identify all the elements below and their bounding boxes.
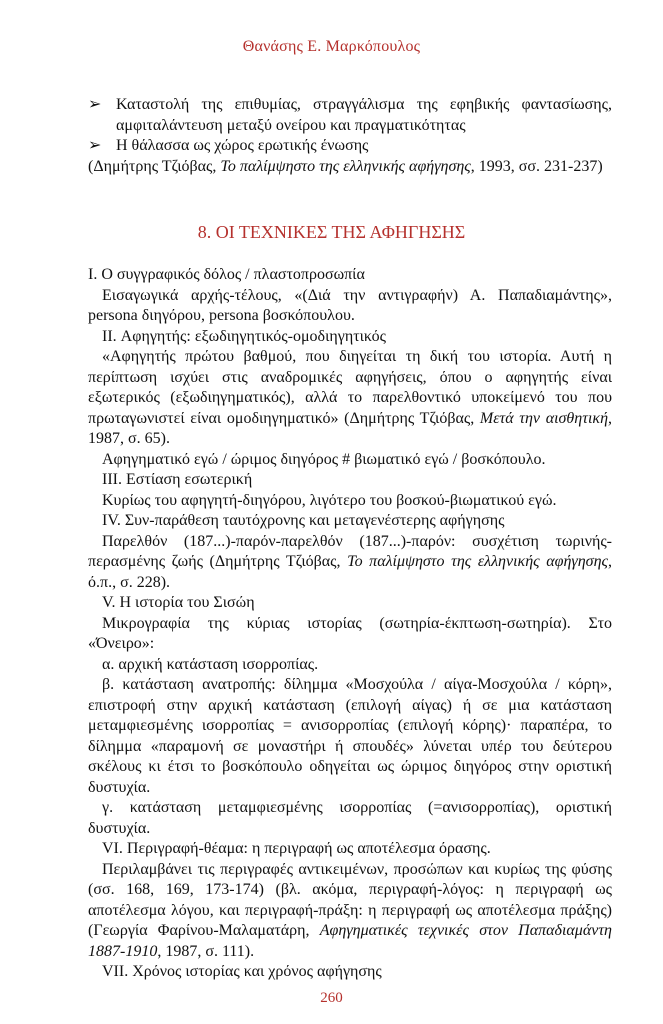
subheading: IV. Συν-παράθεση ταυτόχρονης και μεταγενέστερης αφήγησης — [102, 512, 505, 529]
paragraph: α. αρχική κατάσταση ισορροπίας. — [102, 655, 319, 673]
list-item: ➢ Καταστολή της επιθυμίας, στραγγάλισμα της εφηβικής φαντασίωσης, αμφιταλάντευση μεταξύ ονείρου και πραγματικότητας — [88, 96, 612, 134]
subheading: I. Ο συγγραφικός δόλος / πλαστοπροσωπία — [88, 266, 365, 283]
citation: (Δημήτρης Τζιόβας, Το παλίμψηστο της ελληνικής αφήγησης, 1993, σσ. 231-237) — [88, 157, 603, 175]
paragraph: «Αφηγητής πρώτου βαθμού, που διηγείται τη δική του ιστορία. Αυτή η περίπτωση ισχύει στις αναδρομικές αφηγήσεις, όπου ο αφηγητής είναι εξωτερικός (εξωδιηγηματικός), αλλά το παρελθοντικό υποκείμενό του που πρωταγωνιστεί είναι ομοδιηγηματικό» (Δημήτρης Τζιόβας, Μετά την αισθητική, 1987, σ. 65). — [88, 348, 613, 447]
paragraph: Παρελθόν (187...)-παρόν-παρελθόν (187...)-παρόν: συσχέτιση τωρινής-περασμένης ζωής (Δημήτρης Τζιόβας, Το παλίμψηστο της ελληνικής αφήγησης, ό.π., σ. 228). — [88, 532, 612, 591]
subheading: V. Η ιστορία του Σισώη — [102, 594, 255, 611]
arrowhead-bullet-icon: ➢ — [88, 137, 102, 154]
page-number: 260 — [320, 990, 343, 1006]
intro-block — [88, 95, 612, 177]
paragraph: Εισαγωγικά αρχής-τέλους, «(Διά την αντιγραφήν) Α. Παπαδιαμάντης», persona διηγόρου, persona βοσκόπουλου. — [88, 286, 612, 324]
paragraph: Περιλαμβάνει τις περιγραφές αντικειμένων, προσώπων και κυρίως της φύσης (σσ. 168, 169, 173-174) (βλ. ακόμα, περιγραφή-λόγος: η περιγραφή ως αποτέλεσμα λόγου, και περιγραφή-πράξη: η περιγραφή ως αποτέλεσμα πράξης) (Γεωργία Φαρίνου-Μαλαματάρη, Αφηγηματικές τεχνικές στον Παπαδιαμάντη 1887-1910, 1987, σ. 111). — [88, 860, 612, 960]
paragraph: Μικρογραφία της κύριας ιστορίας (σωτηρία-έκπτωση-σωτηρία). Στο «Όνειρο»: — [88, 614, 612, 652]
subheading: VII. Χρόνος ιστορίας και χρόνος αφήγησης — [102, 963, 382, 980]
list-item: ➢ Η θάλασσα ως χώρος ερωτικής ένωσης — [88, 136, 612, 157]
paragraph: Κυρίως του αφηγητή-διηγόρου, λιγότερο του βοσκού-βιωματικού εγώ. — [102, 491, 557, 509]
main-text — [88, 265, 612, 983]
subheading: III. Εστίαση εσωτερική — [102, 471, 253, 488]
paragraph: β. κατάσταση ανατροπής: δίλημμα «Μοσχούλα / αίγα-Μοσχούλα / κόρη», επιστροφή στην αρχική κατάσταση (επιλογή αίγας) ή σε μια κατάσταση μεταμφιεσμένης ισορροπίας = ανισορροπίας (επιλογή κόρης)· παραπέρα, το δίλημμα «παραμονή σε μοναστήρι ή σπουδές» λύνεται υπέρ του δεύτερου σκέλους κι έτσι το βοσκόπουλο οδηγείται ως ώριμος διηγόρος στην οριστική δυστυχία. — [88, 676, 612, 796]
subheading: II. Αφηγητής: εξωδιηγητικός-ομοδιηγητικός — [102, 327, 386, 345]
section-heading: 8. ΟΙ ΤΕΧΝΙΚΕΣ ΤΗΣ ΑΦΗΓΗΣΗΣ — [197, 222, 466, 242]
running-header: Θανάσης Ε. Μαρκόπουλος — [242, 38, 421, 55]
arrowhead-bullet-icon: ➢ — [88, 96, 102, 113]
paragraph: Αφηγηματικό εγώ / ώριμος διηγόρος # βιωματικό εγώ / βοσκόπουλο. — [102, 450, 546, 468]
subheading: VI. Περιγραφή-θέαμα: η περιγραφή ως αποτέλεσμα όρασης. — [102, 840, 491, 857]
paragraph: γ. κατάσταση μεταμφιεσμένης ισορροπίας (=ανισορροπίας), οριστική δυστυχία. — [88, 799, 612, 837]
